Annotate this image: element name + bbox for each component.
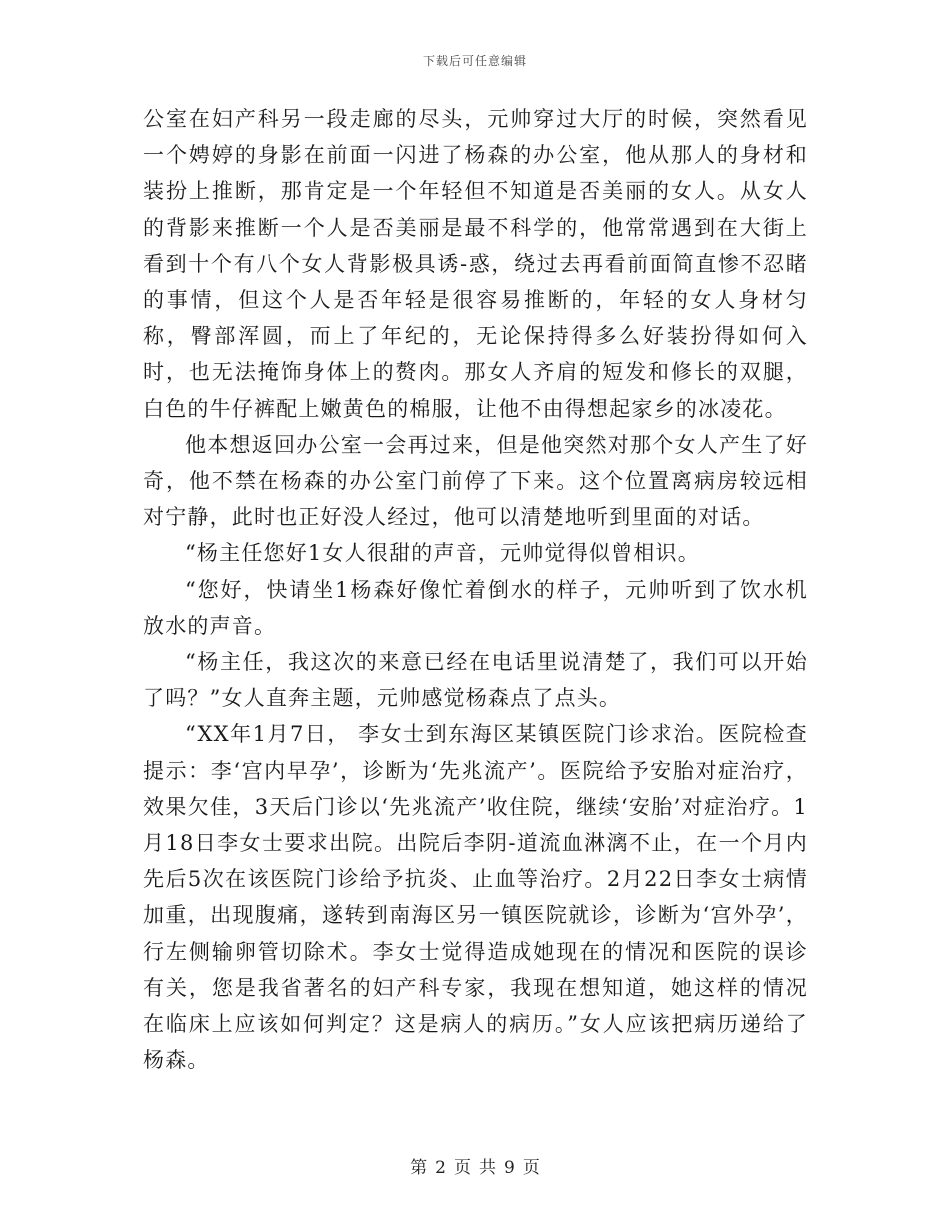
body-text: [143, 101, 808, 1078]
page-total: 9: [504, 1158, 515, 1178]
header-note: 下载后可任意编辑: [422, 54, 527, 68]
page-prefix: 第: [410, 1158, 428, 1178]
page-current: 2: [435, 1158, 446, 1178]
paragraph: 公室在妇产科另一段走廊的尽头，元帅穿过大厅的时候，突然看见一个娉婷的身影在前面一闪进了杨森的办公室，他从那人的身材和装扮上推断，那肯定是一个年轻但不知道是否美丽的女人。从女人的背影来推断一个人是否美丽是最不科学的，他常常遇到在大街上看到十个有八个女人背影极具诱-惑，绕过去再看前面简直惨不忍睹的事情，但这个人是否年轻是很容易推断的，年轻的女人身材匀称，臀部浑圆，而上了年纪的，无论保持得多么好装扮得如何入时，也无法掩饰身体上的赘肉。那女人齐肩的短发和修长的双腿，白色的牛仔裤配上嫩黄色的棉服，让他不由得想起家乡的冰凌花。: [143, 107, 808, 421]
paragraph: “杨主任，我这次的来意已经在电话里说清楚了，我们可以开始了吗？”女人直奔主题，元帅感觉杨森点了点头。: [143, 650, 808, 711]
page-total-unit: 页: [522, 1158, 540, 1178]
page-unit: 页: [454, 1158, 471, 1178]
page-number-footer: [0, 1153, 950, 1178]
paragraph: 他本想返回办公室一会再过来，但是他突然对那个女人产生了好奇，他不禁在杨森的办公室门前停了下来。这个位置离病房较远相对宁静，此时也正好没人经过，他可以清楚地听到里面的对话。: [143, 432, 808, 530]
paragraph: “您好，快请坐1杨森好像忙着倒水的样子，元帅听到了饮水机放水的声音。: [143, 577, 808, 638]
paragraph: “杨主任您好1女人很甜的声音，元帅觉得似曾相识。: [185, 541, 700, 566]
page-total-prefix: 共: [479, 1158, 496, 1178]
paragraph: “XX年1月7日， 李女士到东海区某镇医院门诊求治。医院检查提示：李‘宫内早孕’，诊断为‘先兆流产’。医院给予安胎对症治疗，效果欠佳，3天后门诊以‘先兆流产’收住院，继续‘安胎’对症治疗。1月18日李女士要求出院。出院后李阴-道流血淋漓不止，在一个月内先后5次在该医院门诊给予抗炎、止血等治疗。2月22日李女士病情加重，出现腹痛，遂转到南海区另一镇医院就诊，诊断为‘宫外孕’，行左侧输卵管切除术。李女士觉得造成她现在的情况和医院的误诊有关，您是我省著名的妇产科专家，我现在想知道，她这样的情况在临床上应该如何判定？这是病人的病历。”女人应该把病历递给了杨森。: [143, 722, 808, 1073]
